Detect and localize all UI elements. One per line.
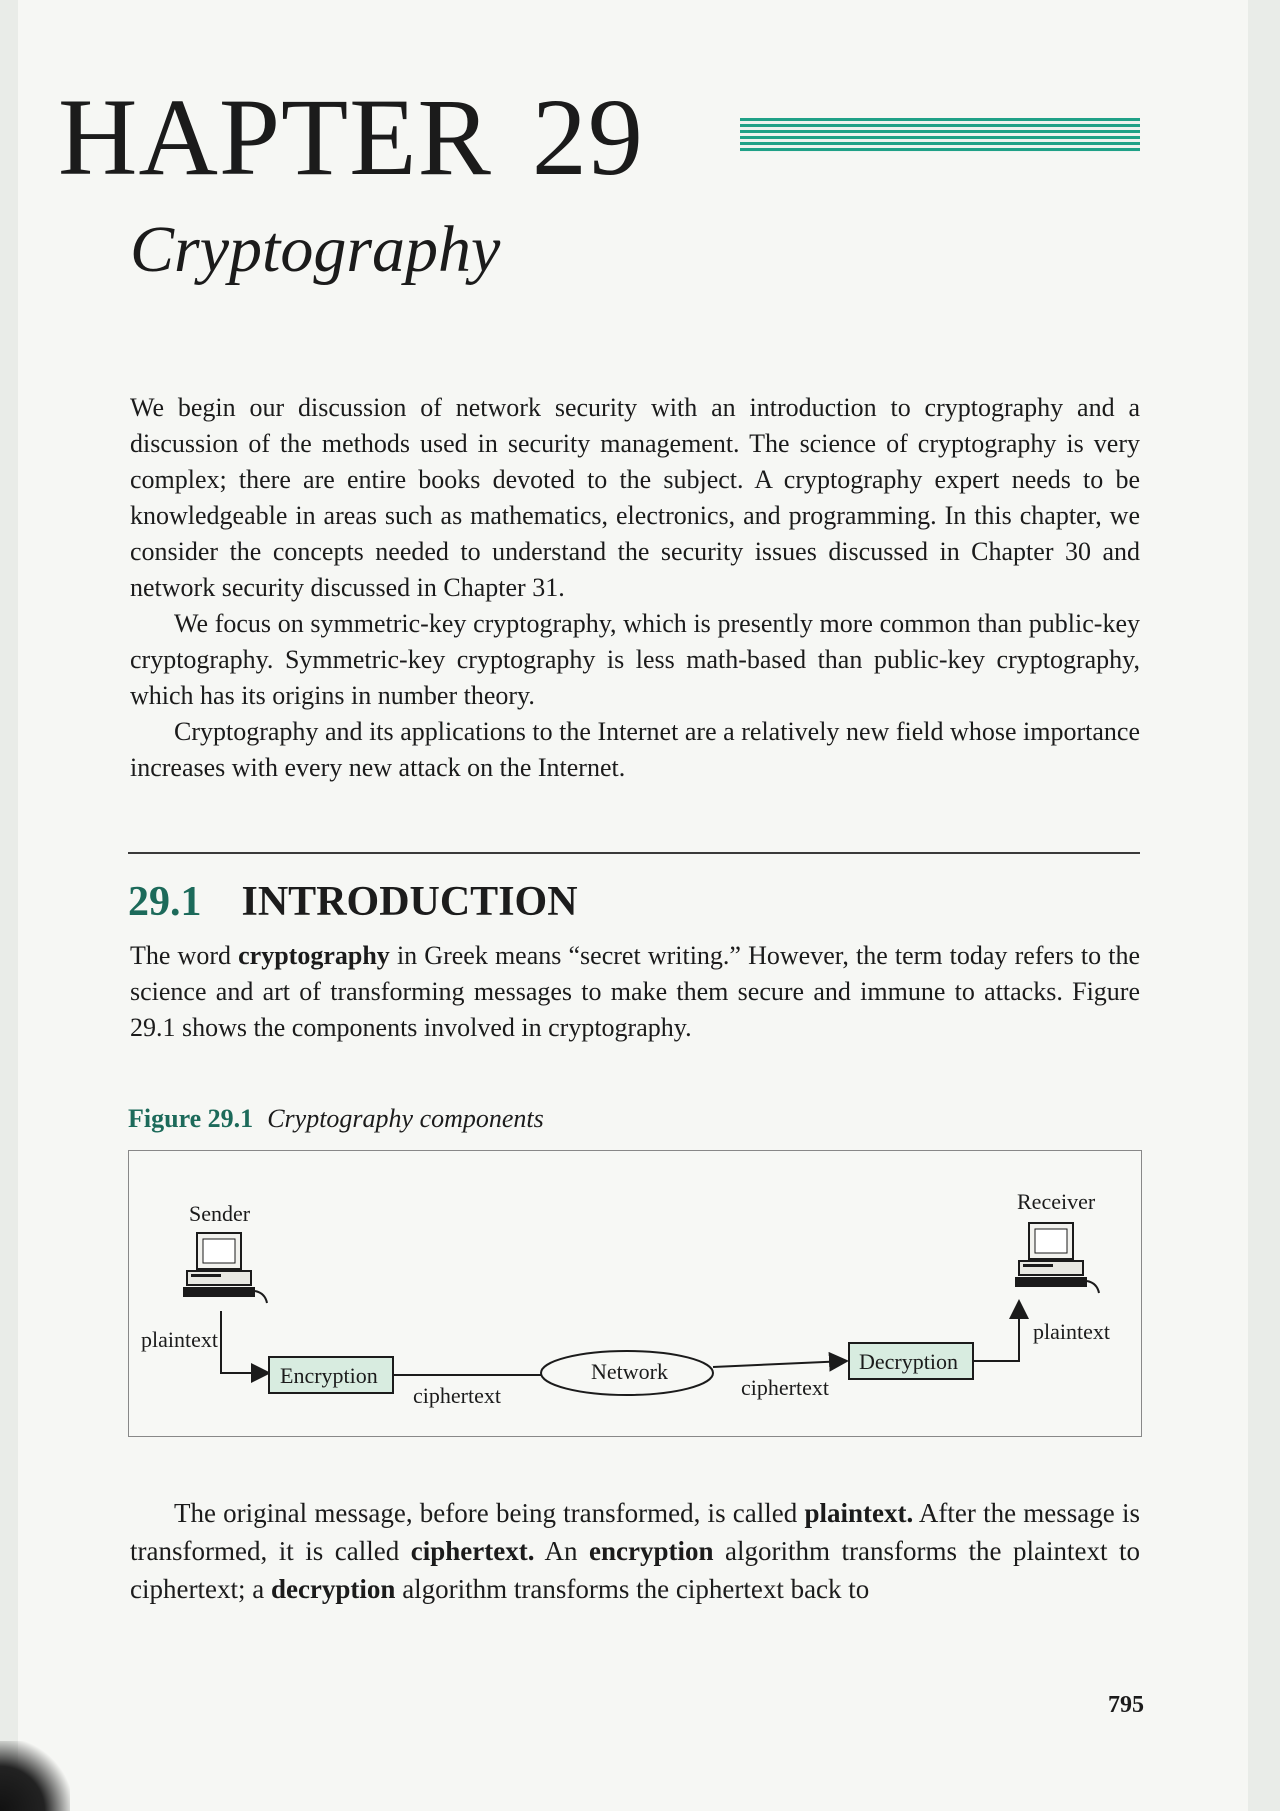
plaintext-left-label: plaintext	[141, 1327, 218, 1352]
decryption-label: Decryption	[859, 1349, 958, 1374]
intro-paragraph-3: Cryptography and its applications to the Internet are a relatively new field whose importance increases with every new attack on the Internet.	[130, 717, 1140, 782]
section-title: INTRODUCTION	[241, 879, 578, 925]
figure-title: Cryptography components	[267, 1104, 544, 1133]
term-cryptography: cryptography	[238, 941, 390, 970]
intro-paragraph-1: We begin our discussion of network security with an introduction to cryptography and a discussion of the methods used in security management. The science of cryptography is very complex; there are entire books devoted to the subject. A cryptography expert needs to be knowledgeable in areas such as mathematics, electronics, and programming. In this chapter, we consider the concepts needed to understand the security issues discussed in Chapter 30 and network security discussed in Chapter 31.	[130, 393, 1140, 602]
intro-paragraph-2: We focus on symmetric-key cryptography, which is presently more common than public-key cryptography. Symmetric-key cryptography is less math-based than public-key cryptography, which has its origins in number theory.	[130, 609, 1140, 710]
network-label: Network	[591, 1359, 668, 1384]
chapter-heading	[58, 76, 644, 198]
chapter-title: Cryptography	[130, 213, 501, 286]
section-intro	[130, 938, 1140, 1046]
decryption-to-receiver-arrow	[973, 1301, 1019, 1361]
section-divider	[128, 852, 1140, 854]
plaintext-right-label: plaintext	[1033, 1319, 1110, 1344]
receiver-label: Receiver	[1017, 1189, 1096, 1214]
chapter-intro	[130, 390, 1140, 786]
section-heading	[128, 878, 578, 926]
figure-diagram	[129, 1151, 1141, 1436]
sender-computer-icon	[183, 1233, 267, 1303]
ciphertext-right-label: ciphertext	[741, 1375, 829, 1400]
figure-label: Figure 29.1	[128, 1104, 254, 1133]
chapter-label: HAPTER	[58, 76, 492, 198]
sender-to-encryption-arrow	[221, 1311, 269, 1373]
figure-caption	[128, 1104, 544, 1134]
network-to-decryption-arrow	[713, 1361, 847, 1367]
ciphertext-left-label: ciphertext	[413, 1383, 501, 1408]
closing-text	[130, 1494, 1140, 1608]
term-decryption: decryption	[270, 1574, 396, 1604]
book-page	[18, 0, 1248, 1811]
term-encryption: encryption	[589, 1536, 714, 1566]
section-number: 29.1	[128, 879, 202, 925]
figure-cryptography-components	[128, 1150, 1142, 1437]
sender-label: Sender	[189, 1201, 251, 1226]
chapter-decorative-rule	[740, 118, 1140, 152]
term-ciphertext: ciphertext.	[410, 1536, 535, 1566]
closing-paragraph: The original message, before being transformed, is called plaintext. After the message is transformed, it is called ciphertext. An encryption algorithm transforms the plaintext to ciphertext; a decryption algorithm transforms the ciphertext back to	[130, 1498, 1141, 1604]
page-corner-shadow	[0, 1741, 70, 1811]
chapter-number: 29	[531, 76, 644, 198]
term-plaintext: plaintext.	[804, 1498, 914, 1528]
section-paragraph: The word cryptography in Greek means “secret writing.” However, the term today refers to the science and art of transforming messages to make them secure and immune to attacks. Figure 29.1 shows the components involved in cryptography.	[130, 941, 1140, 1042]
encryption-label: Encryption	[280, 1363, 378, 1388]
receiver-computer-icon	[1015, 1223, 1099, 1293]
page-number: 795	[1108, 1692, 1144, 1718]
